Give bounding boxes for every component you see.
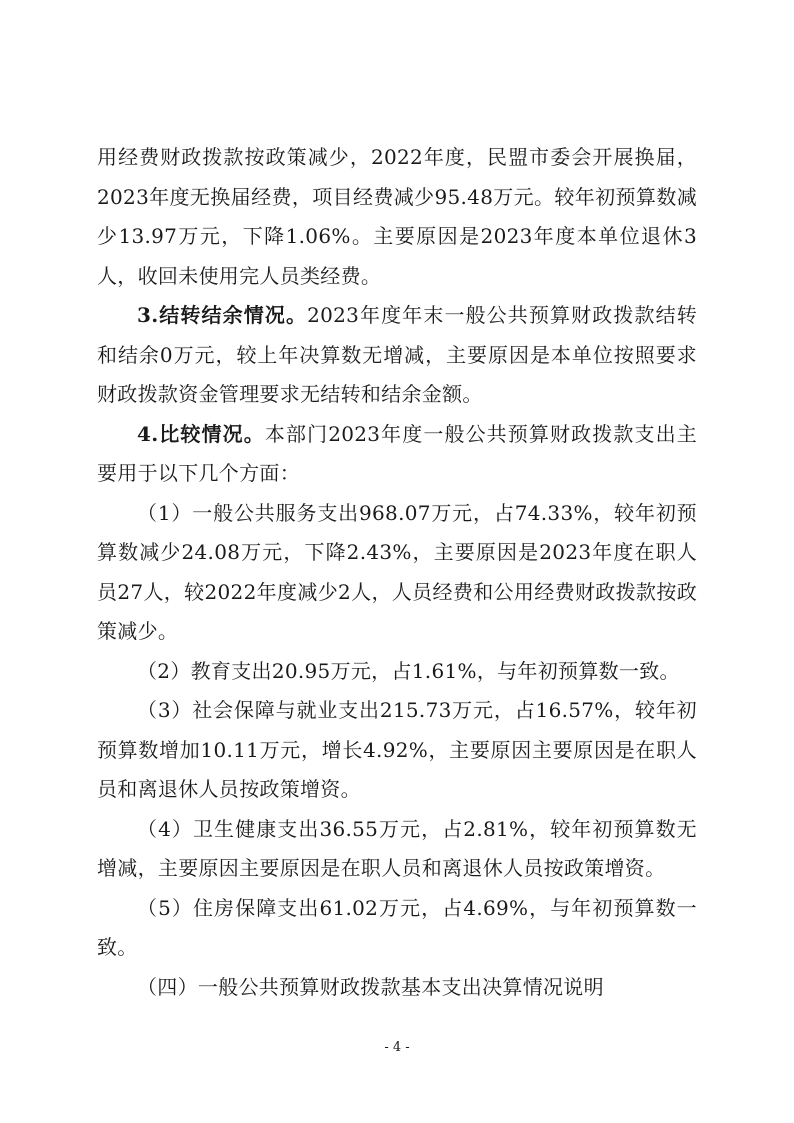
paragraph-heading: 3.结转结余情况。 xyxy=(137,303,308,327)
paragraph-item-1 xyxy=(97,494,697,652)
paragraph-item-3 xyxy=(97,691,697,810)
paragraph-comparison xyxy=(97,415,697,494)
paragraph-expense-decrease xyxy=(97,138,697,296)
paragraph-text: （4）卫生健康支出36.55万元，占2.81%，较年初预算数无增减，主要原因主要原因是在职人员和离退休人员按政策增资。 xyxy=(97,816,697,880)
paragraph-item-2 xyxy=(97,652,697,692)
paragraph-carryover xyxy=(97,296,697,415)
paragraph-text: （四）一般公共预算财政拨款基本支出决算情况说明 xyxy=(137,974,604,999)
paragraph-item-4 xyxy=(97,810,697,889)
page-number: - 4 - xyxy=(384,1040,410,1055)
paragraph-text: （1）一般公共服务支出968.07万元，占74.33%，较年初预算数减少24.08万元，下降2.43%，主要原因是2023年度在职人员27人，较2022年度减少2人，人员经费和公用经费财政拨款按政策减少。 xyxy=(97,500,697,643)
paragraph-heading: 4.比较情况。 xyxy=(137,421,265,446)
paragraph-item-5 xyxy=(97,889,697,968)
paragraph-text: （2）教育支出20.95万元，占1.61%，与年初预算数一致。 xyxy=(137,658,680,683)
document-body xyxy=(97,138,697,1007)
paragraph-text: 用经费财政拨款按政策减少，2022年度，民盟市委会开展换届，2023年度无换届经费，项目经费减少95.48万元。较年初预算数减少13.97万元，下降1.06%。主要原因是2023年度本单位退休3人，收回未使用完人员类经费。 xyxy=(97,145,697,288)
paragraph-text: （3）社会保障与就业支出215.73万元，占16.57%，较年初预算数增加10.11万元，增长4.92%，主要原因主要原因是在职人员和离退休人员按政策增资。 xyxy=(97,698,697,801)
paragraph-text: 本部门2023年度一般公共预算财政拨款支出主要用于以下几个方面： xyxy=(97,421,697,485)
section-heading-basic-expenditure xyxy=(97,968,697,1008)
paragraph-text: 2023年度年末一般公共预算财政拨款结转和结余0万元，较上年决算数无增减，主要原因是本单位按照要求财政拨款资金管理要求无结转和结余金额。 xyxy=(97,303,697,406)
paragraph-text: （5）住房保障支出61.02万元，占4.69%，与年初预算数一致。 xyxy=(97,895,697,959)
